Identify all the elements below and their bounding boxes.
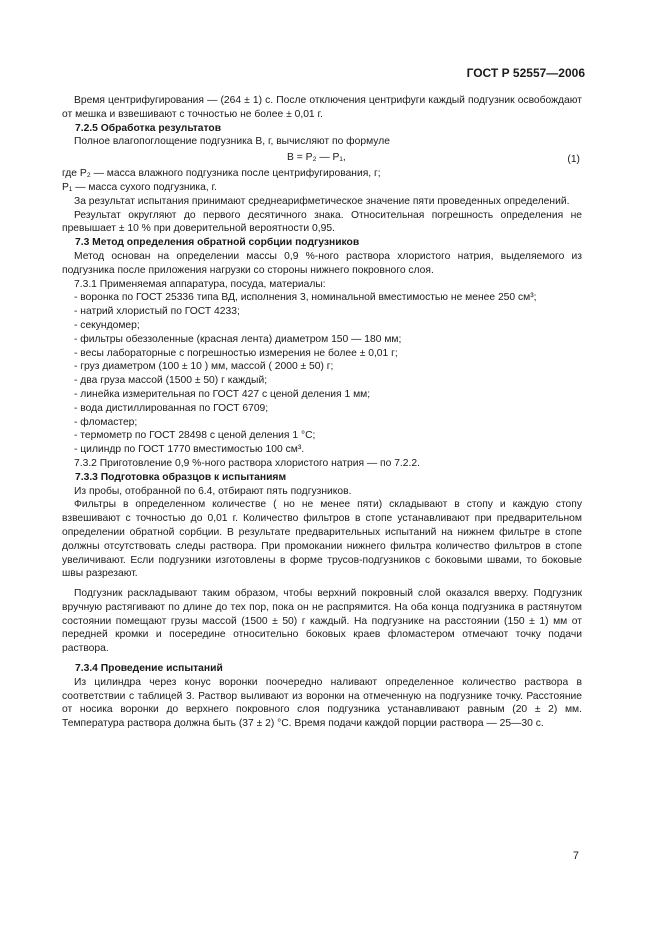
list-item: - груз диаметром (100 ± 10 ) мм, массой ( 2000 ± 50) г;: [74, 361, 334, 373]
list-item: - два груза массой (1500 ± 50) г каждый;: [74, 375, 268, 387]
paragraph: Из пробы, отобранной по 6.4, отбирают пять подгузников.: [74, 485, 352, 497]
list-item: - термометр по ГОСТ 28498 с ценой деления 1 °С;: [74, 430, 316, 442]
list-item: - линейка измерительная по ГОСТ 427 с ценой деления 1 мм;: [74, 388, 371, 400]
list-item: - секундомер;: [74, 319, 140, 331]
paragraph: Подгузник раскладывают таким образом, чтобы верхний покровный слой оказался вверху. Подгузник вручную растягивают по длине до тех пор, пока он не распрямится. На оба конца подгузника в растянутом состоянии помещают грузы массой (1500 ± 50) г каждый. На подгузнике на расстоянии (150 ± 1) мм от передней кромки и посередине относительно боковых краев фломастером отмечают точку подачи раствора.: [62, 588, 582, 655]
paragraph: Время центрифугирования — (264 ± 1) с. После отключения центрифуги каждый подгузник освобождают от мешка и взвешивают с точностью не более ± 0,01 г.: [62, 95, 582, 120]
paragraph: 7.3.1 Применяемая аппаратура, посуда, материалы:: [74, 278, 326, 290]
section-heading-7-3-4: 7.3.4 Проведение испытаний: [75, 663, 223, 675]
paragraph: Метод основан на определении массы 0,9 %-ного раствора хлористого натрия, выделяемого из подгузника после приложения нагрузки со стороны нижнего покровного слоя.: [62, 250, 582, 276]
paragraph: Результат округляют до первого десятичного знака. Относительная погрешность определения не превышает ± 10 % при доверительной вероятности 0,95.: [62, 209, 582, 235]
paragraph: За результат испытания принимают среднеарифметическое значение пяти проведенных определений.: [74, 195, 570, 207]
page-number: 7: [572, 850, 579, 862]
formula-number: (1): [567, 154, 580, 166]
list-item: - цилиндр по ГОСТ 1770 вместимостью 100 см³.: [74, 444, 305, 456]
formula-block: [62, 150, 582, 166]
list-item: - вода дистиллированная по ГОСТ 6709;: [74, 402, 269, 414]
list-item: - воронка по ГОСТ 25336 типа ВД, исполнения 3, номинальной вместимостью не менее 250 см³;: [74, 292, 537, 304]
document-body: [62, 94, 582, 731]
list-item: - фильтры обеззоленные (красная лента) диаметром 150 — 180 мм;: [74, 333, 402, 345]
formula-legend: P₁ — масса сухого подгузника, г.: [62, 181, 217, 193]
section-heading-7-2-5: 7.2.5 Обработка результатов: [75, 122, 222, 134]
list-item: - весы лабораторные с погрешностью измерения не более ± 0,01 г;: [74, 347, 398, 359]
formula-expression: В = P₂ — P₁,: [287, 152, 346, 164]
list-item: - фломастер;: [74, 416, 138, 428]
list-item: - натрий хлористый по ГОСТ 4233;: [74, 306, 240, 318]
paragraph: Из цилиндра через конус воронки поочередно наливают определенное количество раствора в соответствии с таблицей 3. Раствор выливают из воронки на отмеченную на подгузнике точку. Расстояние от носика воронки до верхнего покровного слоя подгузника устанавливают равным (20 ± 2) мм. Температура раствора должна быть (37 ± 2) °С. Время подачи каждой порции раствора — 25—30 с.: [62, 676, 582, 730]
paragraph: Фильтры в определенном количестве ( но не менее пяти) складывают в стопу и каждую стопу взвешивают с точностью до 0,01 г. Количество фильтров в стопе устанавливают при предварительном определении обратной сорбции. В результате предварительных испытаний на нижнем фильтре в стопе должны отсутствовать следы раствора. При промокании нижнего фильтра количество фильтров в стопе увеличивают. Если подгузники изготовлены в форме трусов-подгузников с боковыми швами, то боковые швы разрезают.: [62, 499, 582, 580]
section-heading-7-3-3: 7.3.3 Подготовка образцов к испытаниям: [75, 471, 287, 483]
equipment-list: [62, 291, 582, 457]
formula-legend: где P₂ — масса влажного подгузника после центрифугирования, г;: [62, 168, 381, 180]
document-id: ГОСТ Р 52557—2006: [466, 66, 585, 80]
section-heading-7-3: 7.3 Метод определения обратной сорбции подгузников: [75, 237, 360, 249]
paragraph: Полное влагопоглощение подгузника В, г, вычисляют по формуле: [74, 136, 390, 148]
paragraph: 7.3.2 Приготовление 0,9 %-ного раствора хлористого натрия — по 7.2.2.: [74, 457, 420, 469]
